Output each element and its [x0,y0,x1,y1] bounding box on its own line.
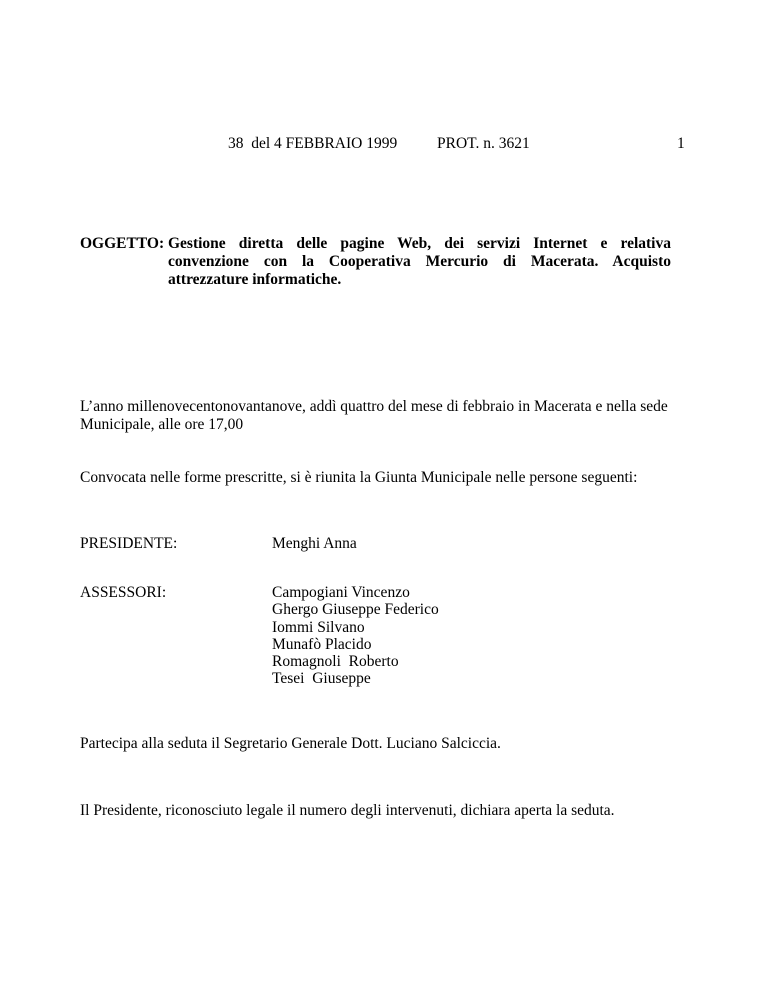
assessore-name: Romagnoli Roberto [272,653,399,671]
presidente-label: PRESIDENTE: [80,535,178,552]
convocata-paragraph: Convocata nelle forme prescritte, si è riunita la Giunta Municipale nelle persone seguenti: [80,469,638,486]
assessori-label: ASSESSORI: [80,584,167,601]
assessori-list [272,584,439,688]
oggetto-line: attrezzature informatiche. [168,271,342,288]
oggetto-line: convenzione con la Cooperativa Mercurio di Macerata. Acquisto [168,253,671,270]
protocol-number: PROT. n. 3621 [437,135,530,152]
assessore-name: Munafò Placido [272,635,372,653]
delibera-number-date: 38 del 4 FEBBRAIO 1999 [228,135,398,152]
oggetto-label: OGGETTO: [80,235,165,252]
presidente-name: Menghi Anna [272,535,357,552]
assessore-name: Iommi Silvano [272,618,365,636]
assessore-name: Ghergo Giuseppe Federico [272,601,439,619]
intro-paragraph: L’anno millenovecentonovantanove, addì quattro del mese di febbraio in Macerata e nella sede Municipale, alle ore 17,00 [80,398,668,433]
segretario-paragraph: Partecipa alla seduta il Segretario Generale Dott. Luciano Salciccia. [80,735,501,752]
page-number: 1 [677,135,685,152]
seduta-aperta-paragraph: Il Presidente, riconosciuto legale il numero degli intervenuti, dichiara aperta la seduta. [80,802,615,819]
assessore-name: Campogiani Vincenzo [272,584,410,601]
assessore-name: Tesei Giuseppe [272,670,371,688]
oggetto-line: Gestione diretta delle pagine Web, dei servizi Internet e relativa [168,235,671,252]
oggetto-text [168,235,671,289]
